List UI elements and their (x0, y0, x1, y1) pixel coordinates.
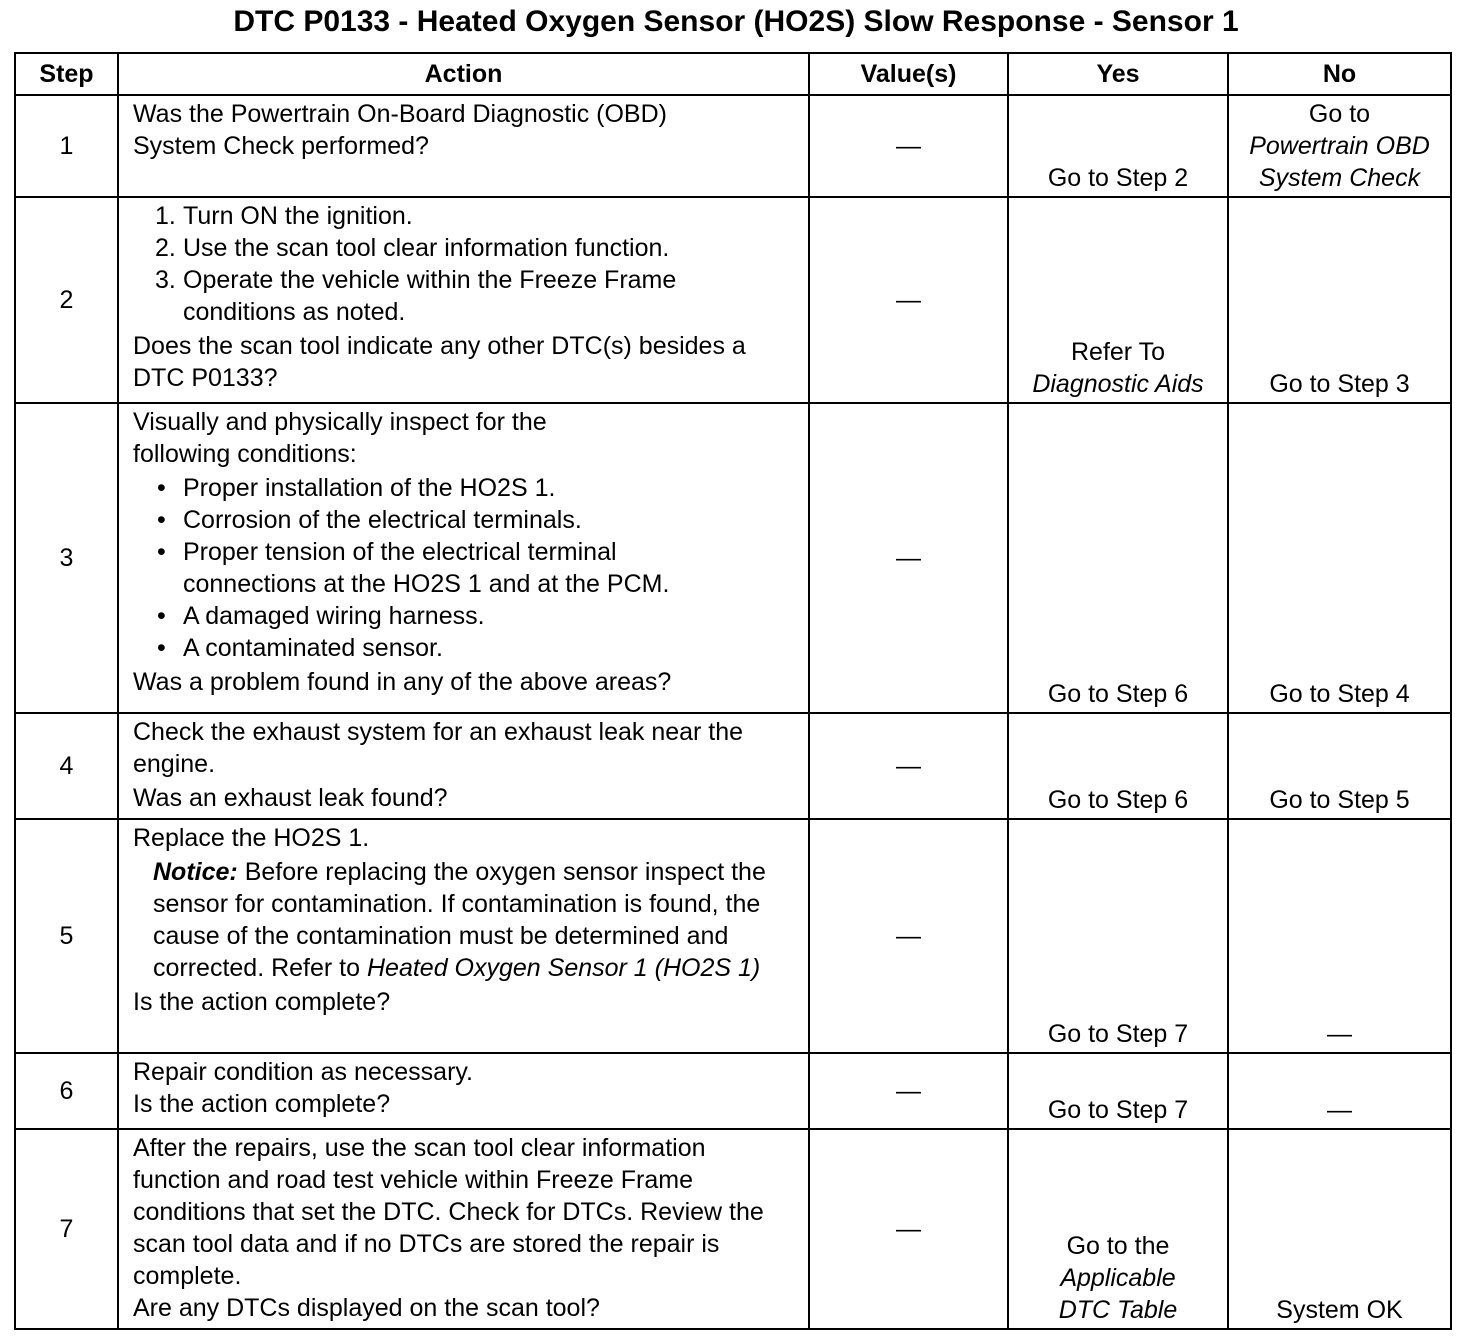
yes-text: Go to the (1066, 1232, 1170, 1260)
numbered-list (133, 198, 796, 328)
no-cell: — (1228, 1053, 1451, 1129)
action-text: Repair condition as necessary. (133, 1058, 473, 1086)
step-number: 2 (15, 197, 118, 403)
header-action: Action (118, 53, 809, 95)
list-item-text: Proper installation of the HO2S 1. (183, 474, 556, 502)
table-row (15, 1053, 1451, 1129)
yes-cell (1008, 1129, 1228, 1329)
table-row (15, 197, 1451, 403)
question-text: Was a problem found in any of the above areas? (133, 668, 672, 696)
question-text: Is the action complete? (133, 988, 391, 1016)
list-item-text: Proper tension of the electrical terminal connections at the HO2S 1 and at the PCM. (183, 538, 670, 598)
table-row (15, 1129, 1451, 1329)
value-cell: — (809, 403, 1008, 713)
question-text: Does the scan tool indicate any other DTC(s) besides a DTC P0133? (133, 332, 746, 392)
list-item (155, 264, 796, 328)
step-number: 6 (15, 1053, 118, 1129)
no-text: Go to (1308, 100, 1371, 128)
step-number: 5 (15, 819, 118, 1053)
no-cell: System OK (1228, 1129, 1451, 1329)
action-text: After the repairs, use the scan tool clear information function and road test vehicle within Freeze Frame conditions that set the DTC. Check for DTCs. Review the scan tool data and if no DTCs are stored the repair is complete. (133, 1134, 764, 1290)
yes-cell: Go to Step 7 (1008, 1053, 1228, 1129)
page-title: DTC P0133 - Heated Oxygen Sensor (HO2S) Slow Response - Sensor 1 (233, 5, 1239, 38)
no-cell (1228, 95, 1451, 197)
yes-cell: Go to Step 7 (1008, 819, 1228, 1053)
question-text: Is the action complete? (133, 1090, 391, 1118)
step-number: 4 (15, 713, 118, 819)
value-cell: — (809, 713, 1008, 819)
value-cell: — (809, 1129, 1008, 1329)
header-step: Step (15, 53, 118, 95)
list-number: 3. (155, 266, 176, 294)
list-item-text: Corrosion of the electrical terminals. (183, 506, 582, 534)
header-values: Value(s) (809, 53, 1008, 95)
action-cell (118, 95, 809, 197)
list-item (157, 504, 796, 536)
action-text: Check the exhaust system for an exhaust leak near the engine. (133, 718, 744, 778)
step-number: 1 (15, 95, 118, 197)
no-cell: Go to Step 5 (1228, 713, 1451, 819)
yes-reference: Applicable DTC Table (1058, 1264, 1178, 1324)
bullet: • (157, 474, 166, 502)
table-row (15, 95, 1451, 197)
action-text: Was the Powertrain On-Board Diagnostic (OBD) System Check performed? (133, 100, 667, 160)
action-cell (118, 197, 809, 403)
list-item-text: Use the scan tool clear information function. (183, 234, 670, 262)
header-yes: Yes (1008, 53, 1228, 95)
bullet-list (133, 470, 796, 664)
yes-cell (1008, 197, 1228, 403)
step-number: 3 (15, 403, 118, 713)
action-cell (118, 819, 809, 1053)
list-item (157, 632, 796, 664)
list-item-text: Operate the vehicle within the Freeze Frame conditions as noted. (183, 266, 677, 326)
list-item-text: A contaminated sensor. (183, 634, 443, 662)
notice-text: Before replacing the oxygen sensor inspect the sensor for contamination. If contamination is found, the cause of the contamination must be determined and corrected. Refer to (153, 858, 766, 982)
notice-label: Notice: (153, 858, 238, 886)
yes-reference: Diagnostic Aids (1032, 370, 1204, 398)
list-item (155, 200, 796, 232)
question-text: Are any DTCs displayed on the scan tool? (133, 1294, 600, 1322)
intro-text: Visually and physically inspect for the following conditions: (133, 408, 547, 468)
header-row (15, 53, 1451, 95)
list-item (157, 600, 796, 632)
table-row (15, 403, 1451, 713)
value-cell: — (809, 1053, 1008, 1129)
header-no: No (1228, 53, 1451, 95)
table-row (15, 713, 1451, 819)
list-item (157, 536, 796, 600)
action-cell (118, 713, 809, 819)
notice-reference: Heated Oxygen Sensor 1 (HO2S 1) (366, 954, 761, 982)
list-item (157, 472, 796, 504)
action-cell (118, 1053, 809, 1129)
yes-cell: Go to Step 6 (1008, 403, 1228, 713)
no-cell: Go to Step 3 (1228, 197, 1451, 403)
value-cell: — (809, 197, 1008, 403)
list-number: 2. (155, 234, 176, 262)
question-text: Was an exhaust leak found? (133, 784, 448, 812)
list-item-text: A damaged wiring harness. (183, 602, 485, 630)
bullet: • (157, 634, 166, 662)
value-cell: — (809, 95, 1008, 197)
no-cell: — (1228, 819, 1451, 1053)
bullet: • (157, 602, 166, 630)
dtc-table (14, 52, 1452, 1330)
yes-cell: Go to Step 2 (1008, 95, 1228, 197)
notice-block (133, 854, 796, 984)
bullet: • (157, 538, 166, 566)
action-text: Replace the HO2S 1. (133, 824, 370, 852)
list-number: 1. (155, 202, 176, 230)
no-cell: Go to Step 4 (1228, 403, 1451, 713)
no-reference: Powertrain OBD System Check (1249, 132, 1430, 192)
yes-cell: Go to Step 6 (1008, 713, 1228, 819)
action-cell (118, 1129, 809, 1329)
action-cell (118, 403, 809, 713)
value-cell: — (809, 819, 1008, 1053)
step-number: 7 (15, 1129, 118, 1329)
list-item (155, 232, 796, 264)
yes-text: Refer To (1070, 338, 1166, 366)
bullet: • (157, 506, 166, 534)
list-item-text: Turn ON the ignition. (183, 202, 413, 230)
table-row (15, 819, 1451, 1053)
